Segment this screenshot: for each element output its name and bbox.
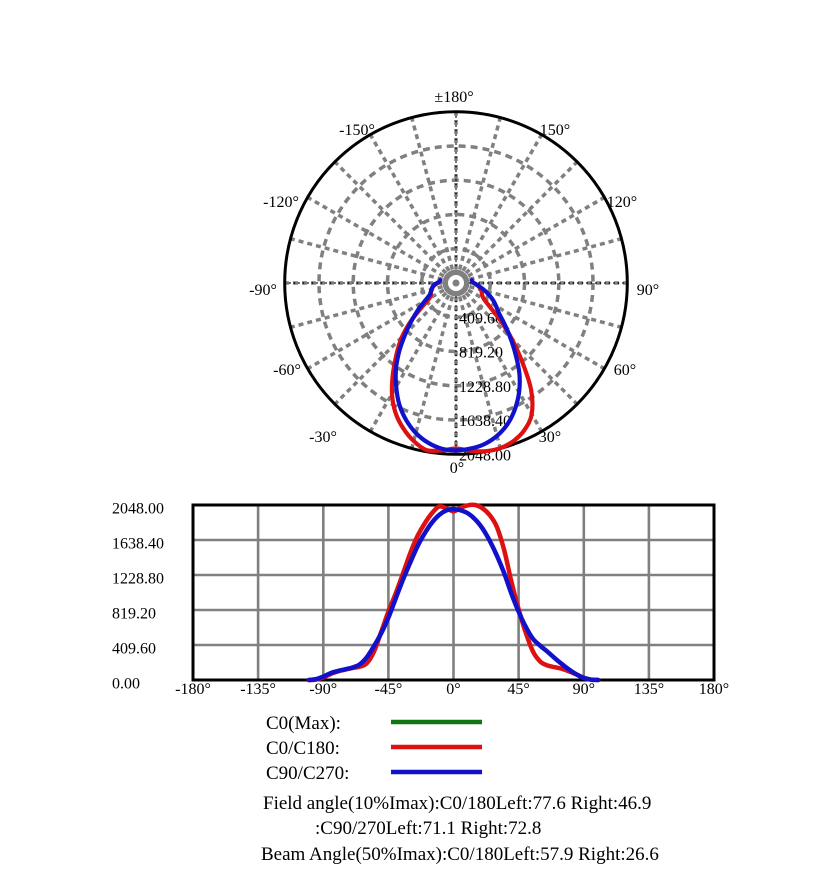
polar-angle-label: 90° [636,282,660,299]
linear-x-tick-label: -180° [175,681,211,698]
field-angle-c90-text: :C90/270Left:71.1 Right:72.8 [315,818,542,839]
linear-x-tick-label: -135° [240,681,276,698]
legend-label-c0c180: C0/C180: [266,738,340,759]
linear-x-tick-label: -45° [374,681,403,698]
polar-radial-label: 1228.80 [459,378,511,396]
polar-radial-label: 2048.00 [459,447,511,465]
polar-angle-label: 150° [539,122,571,139]
legend-label-c0max: C0(Max): [266,713,341,734]
polar-radial-label: 1638.40 [459,413,511,430]
linear-x-tick-label: 90° [572,681,596,698]
polar-radial-label: 819.20 [459,344,503,362]
linear-x-tick-label: -90° [309,681,338,698]
polar-radial-label: 409.60 [459,310,503,328]
linear-x-tick-label: 0° [446,681,461,698]
polar-angle-label: -30° [309,429,337,446]
linear-y-tick-label: 0.00 [112,675,140,693]
linear-y-tick-label: 819.20 [112,605,156,623]
polar-angle-label: -120° [263,194,299,211]
polar-angle-label: 0° [449,460,465,477]
polar-center-dot [453,280,460,287]
polar-angle-label: 120° [606,194,638,211]
linear-y-tick-label: 409.60 [112,640,156,658]
legend-label-c90c270: C90/C270: [266,763,350,784]
beam-angle-text: Beam Angle(50%Imax):C0/180Left:57.9 Right:26.6 [261,844,659,865]
polar-angle-label: -90° [249,282,277,299]
linear-x-tick-label: 180° [698,681,730,698]
linear-y-tick-label: 2048.00 [112,500,164,518]
polar-angle-label: -150° [339,122,375,139]
polar-angle-label: 30° [538,429,562,446]
linear-x-tick-label: 45° [507,681,530,698]
field-angle-c0-text: Field angle(10%Imax):C0/180Left:77.6 Right:46.9 [263,793,652,814]
polar-angle-label: 60° [613,362,637,379]
linear-x-tick-label: 135° [633,681,665,698]
polar-angle-label: ±180° [434,89,474,106]
polar-angle-label: -60° [273,362,301,379]
linear-y-tick-label: 1228.80 [112,570,164,588]
linear-y-tick-label: 1638.40 [112,535,164,553]
